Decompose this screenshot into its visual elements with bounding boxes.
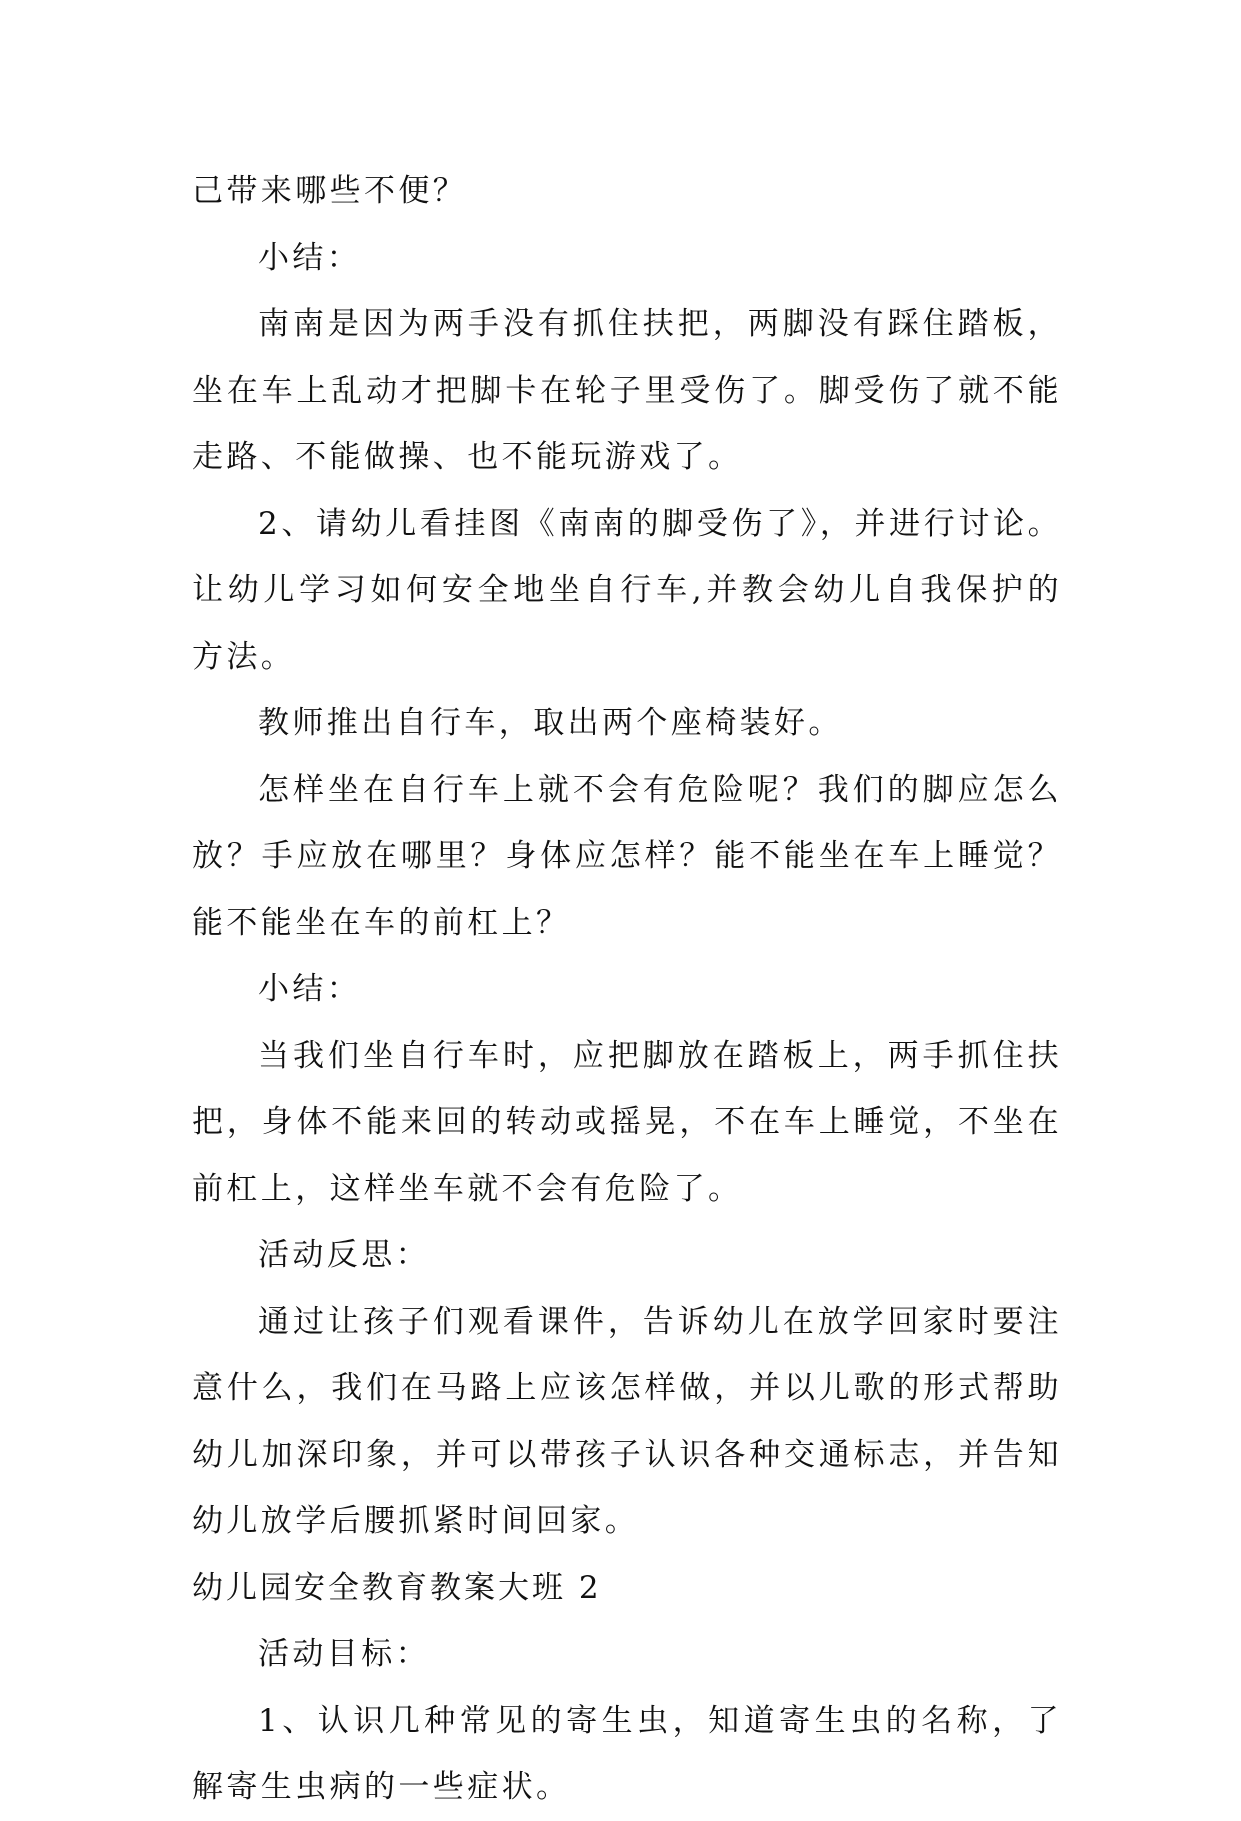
paragraph: 1、认识几种常见的寄生虫，知道寄生虫的名称，了解寄生虫病的一些症状。 — [192, 1702, 1062, 1805]
paragraph: 己带来哪些不便？ — [192, 173, 468, 209]
section-heading: 幼儿园安全教育教案大班 2 — [192, 1569, 602, 1606]
paragraph: 2、请幼儿看挂图《南南的脚受伤了》，并进行讨论。让幼儿学习如何安全地坐自行车,并教会幼儿自我保护的方法。 — [192, 505, 1062, 675]
paragraph: 通过让孩子们观看课件，告诉幼儿在放学回家时要注意什么，我们在马路上应该怎样做，并以儿歌的形式帮助幼儿加深印象，并可以带孩子认识各种交通标志，并告知幼儿放学后腰抓紧时间回家。 — [192, 1303, 1062, 1539]
paragraph: 怎样坐在自行车上就不会有危险呢？我们的脚应怎么放？手应放在哪里？身体应怎样？能不能坐在车上睡觉？能不能坐在车的前杠上？ — [192, 771, 1062, 941]
document-body — [192, 158, 1062, 1821]
paragraph: 当我们坐自行车时，应把脚放在踏板上，两手抓住扶把，身体不能来回的转动或摇晃，不在车上睡觉，不坐在前杠上，这样坐车就不会有危险了。 — [192, 1037, 1062, 1207]
paragraph: 教师推出自行车，取出两个座椅装好。 — [258, 705, 843, 741]
section-label-reflection: 活动反思： — [258, 1237, 430, 1273]
section-label-goals: 活动目标： — [258, 1636, 430, 1672]
section-label-summary: 小结： — [258, 239, 362, 276]
section-label-summary: 小结： — [258, 971, 362, 1007]
paragraph: 南南是因为两手没有抓住扶把，两脚没有踩住踏板，坐在车上乱动才把脚卡在轮子里受伤了。脚受伤了就不能走路、不能做操、也不能玩游戏了。 — [192, 306, 1062, 475]
